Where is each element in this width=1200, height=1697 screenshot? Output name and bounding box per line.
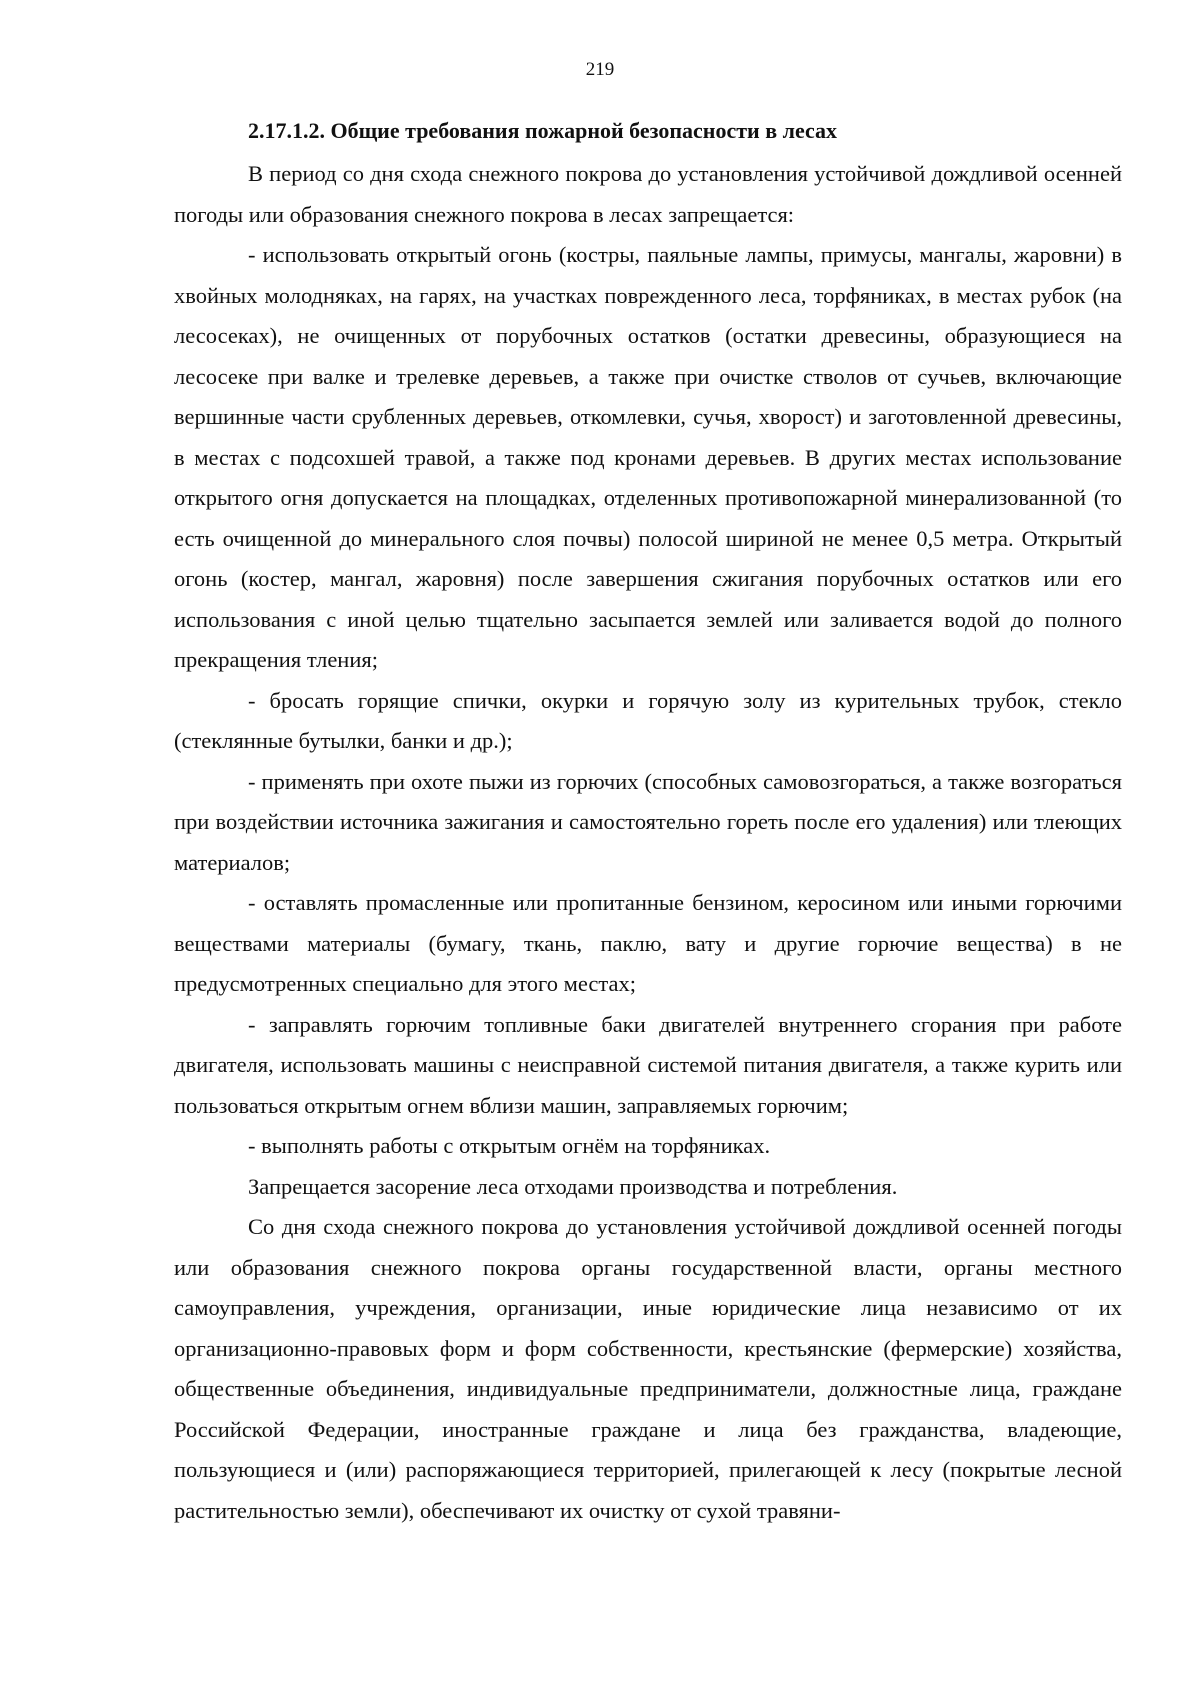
paragraph-refueling: - заправлять горючим топливные баки двигателей внутреннего сгорания при работе двигателя, использовать машины с неисправной системой питания двигателя, а также курить или пользоваться открытым огнем вблизи машин, заправляемых горючим; <box>174 1011 1122 1118</box>
paragraph-hunting: - применять при охоте пыжи из горючих (способных самовозгораться, а также возгораться при воздействии источника зажигания и самостоятельно гореть после его удаления) или тлеющих материалов; <box>174 768 1122 875</box>
paragraph-oily-materials: - оставлять промасленные или пропитанные бензином, керосином или иными горючими веществами материалы (бумагу, ткань, паклю, вату и другие горючие вещества) в не предусмотренных специально для этого местах; <box>174 890 1122 996</box>
paragraph-owners-duties: Со дня схода снежного покрова до установления устойчивой дождливой осенней погоды или образования снежного покрова органы государственной власти, органы местного самоуправления, учреждения, организации, иные юридические лица независимо от их организационно-правовых форм и форм собственности, крестьянские (фермерские) хозяйства, общественные объединения, индивидуальные предприниматели, должностные лица, граждане Российской Федерации, иностранные граждане и лица без гражданства, владеющие, пользующиеся и (или) распоряжающиеся территорией, прилегающей к лесу (покрытые лесной растительностью земли), обеспечивают их очистку от сухой травяни- <box>174 1214 1122 1523</box>
paragraph-peat-work: - выполнять работы с открытым огнём на торфяниках. <box>248 1133 771 1158</box>
paragraph-open-fire: - использовать открытый огонь (костры, паяльные лампы, примусы, мангалы, жаровни) в хвойных молодняках, на гарях, на участках поврежденного леса, торфяниках, в местах рубок (на лесосеках), не очищенных от порубочных остатков (остатки древесины, образующиеся на лесосеке при валке и трелевке деревьев, а также при очистке стволов от сучьев, включающие вершинные части срубленных деревьев, откомлевки, сучья, хворост) и заготовленной древесины, в местах с подсохшей травой, а также под кронами деревьев. В других местах использование открытого огня допускается на площадках, отделенных противопожарной минерализованной (то есть очищенной до минерального слоя почвы) полосой шириной не менее 0,5 метра. Открытый огонь (костер, мангал, жаровня) после завершения сжигания порубочных остатков или его использования с иной целью тщательно засыпается землей или заливается водой до полного прекращения тления; <box>174 242 1122 672</box>
page-number: 219 <box>585 59 615 80</box>
paragraph-intro: В период со дня схода снежного покрова до установления устойчивой дождливой осенней погоды или образования снежного покрова в лесах запрещается: <box>174 161 1122 227</box>
paragraph-littering: Запрещается засорение леса отходами производства и потребления. <box>248 1173 898 1199</box>
section-heading: 2.17.1.2. Общие требования пожарной безопасности в лесах <box>248 118 838 143</box>
page-content <box>174 114 1122 1531</box>
paragraph-matches: - бросать горящие спички, окурки и горячую золу из курительных трубок, стекло (стеклянные бутылки, банки и др.); <box>174 687 1122 753</box>
